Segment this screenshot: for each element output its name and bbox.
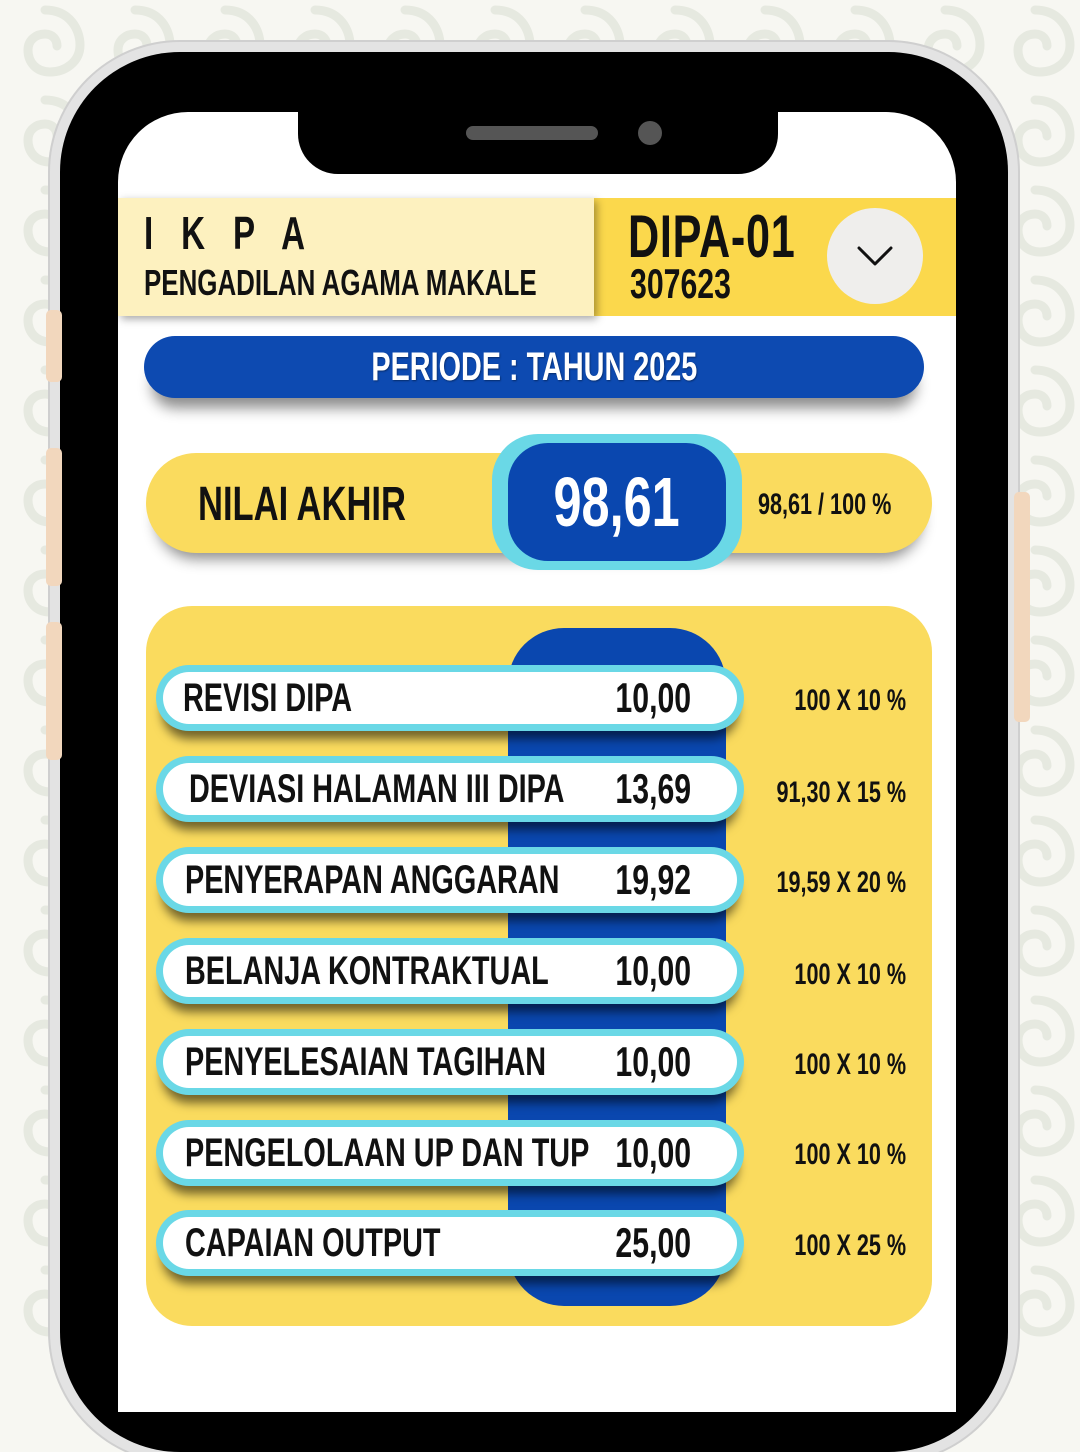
indicator-value: 10,00 [615,674,691,721]
indicator-row [156,665,744,731]
final-score-value: 98,61 [553,463,681,541]
speaker-grille [466,126,598,140]
indicator-formula: 100 X 10 % [794,958,906,991]
final-score-badge [492,434,742,570]
indicator-label: PENYELESAIAN TAGIHAN [185,1040,547,1084]
final-score-formula: 98,61 / 100 % [758,488,892,521]
indicator-formula: 100 X 25 % [794,1229,906,1262]
indicator-formula: 19,59 X 20 % [776,866,907,899]
indicator-label: BELANJA KONTRAKTUAL [185,949,549,993]
indicator-label: DEVIASI HALAMAN III DIPA [189,767,565,811]
indicator-value: 10,00 [615,1129,691,1176]
phone-notch [298,100,778,174]
indicator-label: REVISI DIPA [183,676,353,720]
dropdown-button[interactable] [827,208,923,304]
side-button [46,310,62,382]
period-banner [144,336,924,398]
indicator-formula: 100 X 10 % [794,1138,906,1171]
indicator-formula: 91,30 X 15 % [776,776,907,809]
indicator-value: 25,00 [615,1219,691,1266]
institution-name: PENGADILAN AGAMA MAKALE [144,262,537,303]
indicator-value: 19,92 [615,856,691,903]
side-button [1014,492,1030,722]
camera-icon [638,121,662,145]
indicator-row [156,756,744,822]
chevron-down-icon [855,244,895,268]
indicator-row [156,1120,744,1186]
indicator-label: PENYERAPAN ANGGARAN [185,858,560,902]
indicator-row [156,1029,744,1095]
final-score-label: NILAI AKHIR [198,478,406,531]
indicator-label: CAPAIAN OUTPUT [185,1221,441,1265]
app-header [118,198,594,316]
indicator-row [156,938,744,1004]
indicator-label: PENGELOLAAN UP DAN TUP [185,1131,590,1175]
indicator-value: 10,00 [615,947,691,994]
indicator-row [156,847,744,913]
period-label: PERIODE : TAHUN 2025 [371,345,697,389]
side-button [46,448,62,586]
indicator-formula: 100 X 10 % [794,1048,906,1081]
indicator-formula: 100 X 10 % [794,684,906,717]
dipa-code: DIPA-01 [628,203,796,270]
indicator-row [156,1210,744,1276]
side-button [46,622,62,760]
app-title: I K P A [144,207,315,259]
indicator-value: 13,69 [615,765,691,812]
dipa-number: 307623 [630,260,731,307]
indicator-value: 10,00 [615,1038,691,1085]
